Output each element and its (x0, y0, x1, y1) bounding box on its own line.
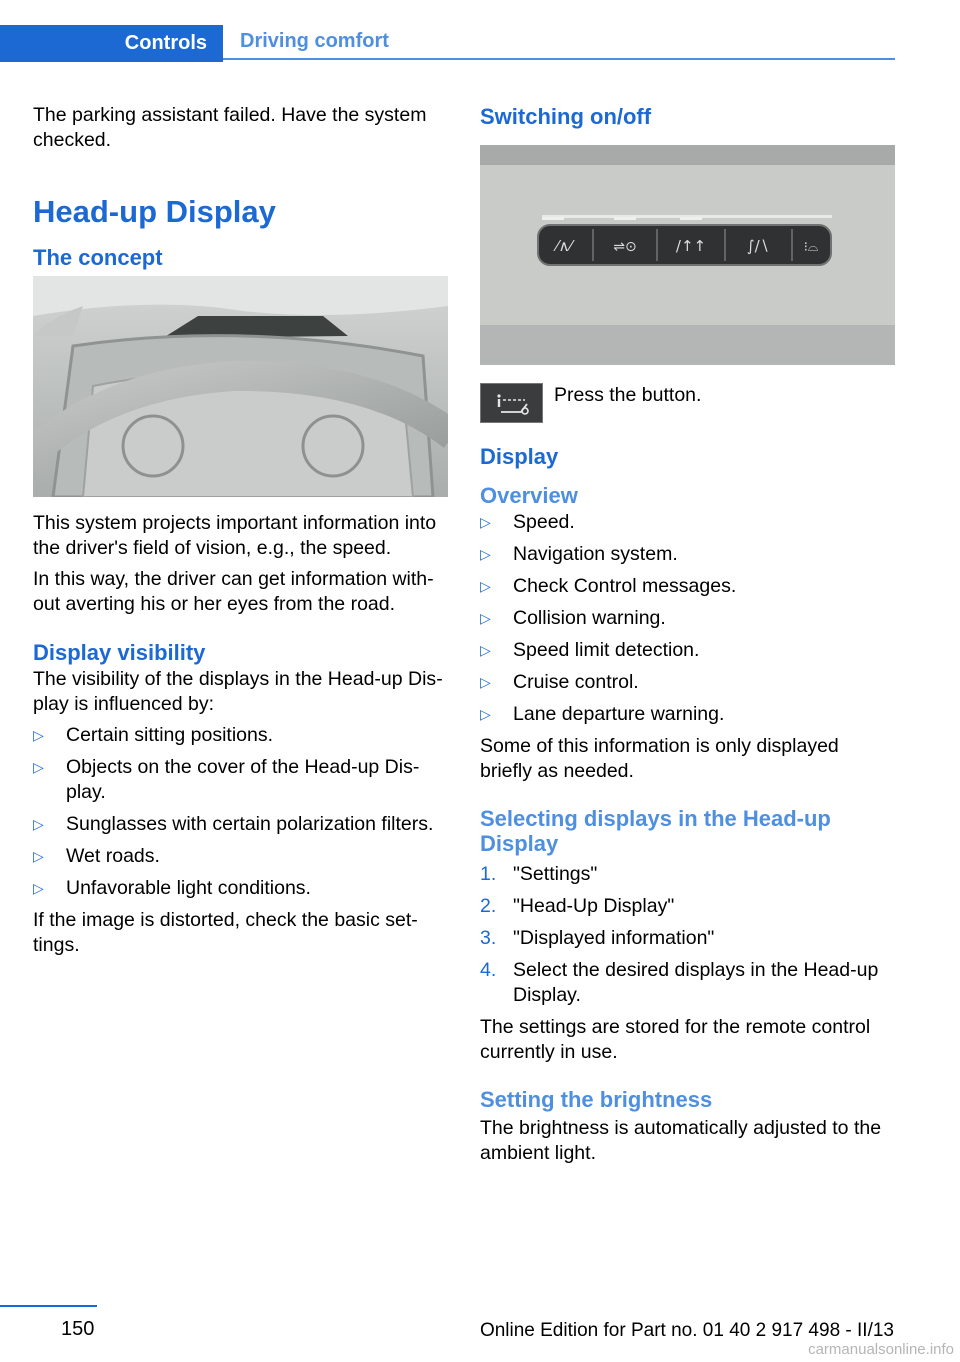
display-heading: Display (480, 444, 559, 469)
visibility-list (33, 723, 449, 901)
svg-text:/↑↑: /↑↑ (675, 237, 707, 255)
list-item: ▷ Sunglasses with certain polarization filters. (33, 812, 449, 837)
settings-note: The settings are stored for the remote control currently in use. (480, 1016, 871, 1063)
concept-paragraph-1: This system projects important information into the driver's field of vision, e.g., the speed. (33, 512, 437, 559)
hud-dashboard-image (33, 276, 448, 497)
selecting-heading: Selecting displays in the Head-up Display (480, 806, 831, 856)
brightness-text: The brightness is automatically adjusted to the ambient light. (480, 1117, 882, 1164)
svg-text:⇌⊙: ⇌⊙ (613, 239, 637, 255)
list-item: ▷ Speed. (480, 510, 896, 535)
overview-heading: Overview (480, 483, 578, 508)
overview-note: Some of this information is only displayed briefly as needed. (480, 735, 839, 782)
list-item: 4. Select the desired displays in the Head-up Display. (480, 959, 879, 1006)
list-item: ▷ Certain sitting positions. (33, 723, 449, 748)
tab-driving-comfort[interactable]: Driving comfort (223, 25, 895, 60)
tab-controls[interactable]: Controls (0, 25, 223, 62)
svg-text:⁝⌓: ⁝⌓ (803, 240, 819, 255)
list-item: ▷ Cruise control. (480, 670, 896, 695)
left-column (33, 103, 449, 964)
page-number: 150 (61, 1318, 95, 1340)
concept-paragraph-2: In this way, the driver can get information without averting his or her eyes from the road. (33, 568, 434, 615)
overview-list (480, 510, 896, 727)
switching-heading: Switching on/off (480, 104, 652, 129)
page-title: Head-up Display (33, 194, 276, 229)
header-tabs (0, 25, 895, 62)
list-item: 1. "Settings" (480, 863, 598, 885)
visibility-intro: The visibility of the displays in the Head-up Display is influenced by: (33, 668, 443, 715)
svg-text:∫/∖: ∫/∖ (746, 237, 770, 255)
visibility-heading: Display visibility (33, 640, 206, 665)
list-item: 3. "Displayed information" (480, 927, 715, 949)
console-buttons-image (480, 145, 895, 365)
list-item: ▷ Objects on the cover of the Head-up Display. (33, 755, 449, 805)
concept-heading: The concept (33, 245, 163, 270)
list-item: ▷ Collision warning. (480, 606, 896, 631)
edition-text: Online Edition for Part no. 01 40 2 917 498 - II/13 (479, 1320, 894, 1341)
list-item: ▷ Lane departure warning. (480, 702, 896, 727)
list-item: ▷ Navigation system. (480, 542, 896, 567)
svg-text:⁄∧⁄: ⁄∧⁄ (556, 237, 572, 255)
list-item: ▷ Speed limit detection. (480, 638, 896, 663)
press-button-text: Press the button. (554, 384, 702, 406)
right-column (480, 103, 896, 1172)
list-item: ▷ Check Control messages. (480, 574, 896, 599)
selecting-steps (480, 862, 896, 1008)
distorted-note: If the image is distorted, check the basic settings. (33, 909, 418, 956)
list-item: 2. "Head-Up Display" (480, 895, 675, 917)
press-button-row (480, 383, 896, 423)
watermark: carmanualsonline.info (808, 1341, 954, 1358)
hud-button-icon[interactable] (480, 383, 543, 423)
list-item: ▷ Wet roads. (33, 844, 449, 869)
brightness-heading: Setting the brightness (480, 1087, 713, 1112)
list-item: ▷ Unfavorable light conditions. (33, 876, 449, 901)
intro-text: The parking assistant failed. Have the system checked. (33, 104, 427, 151)
footer-divider (0, 1305, 97, 1307)
